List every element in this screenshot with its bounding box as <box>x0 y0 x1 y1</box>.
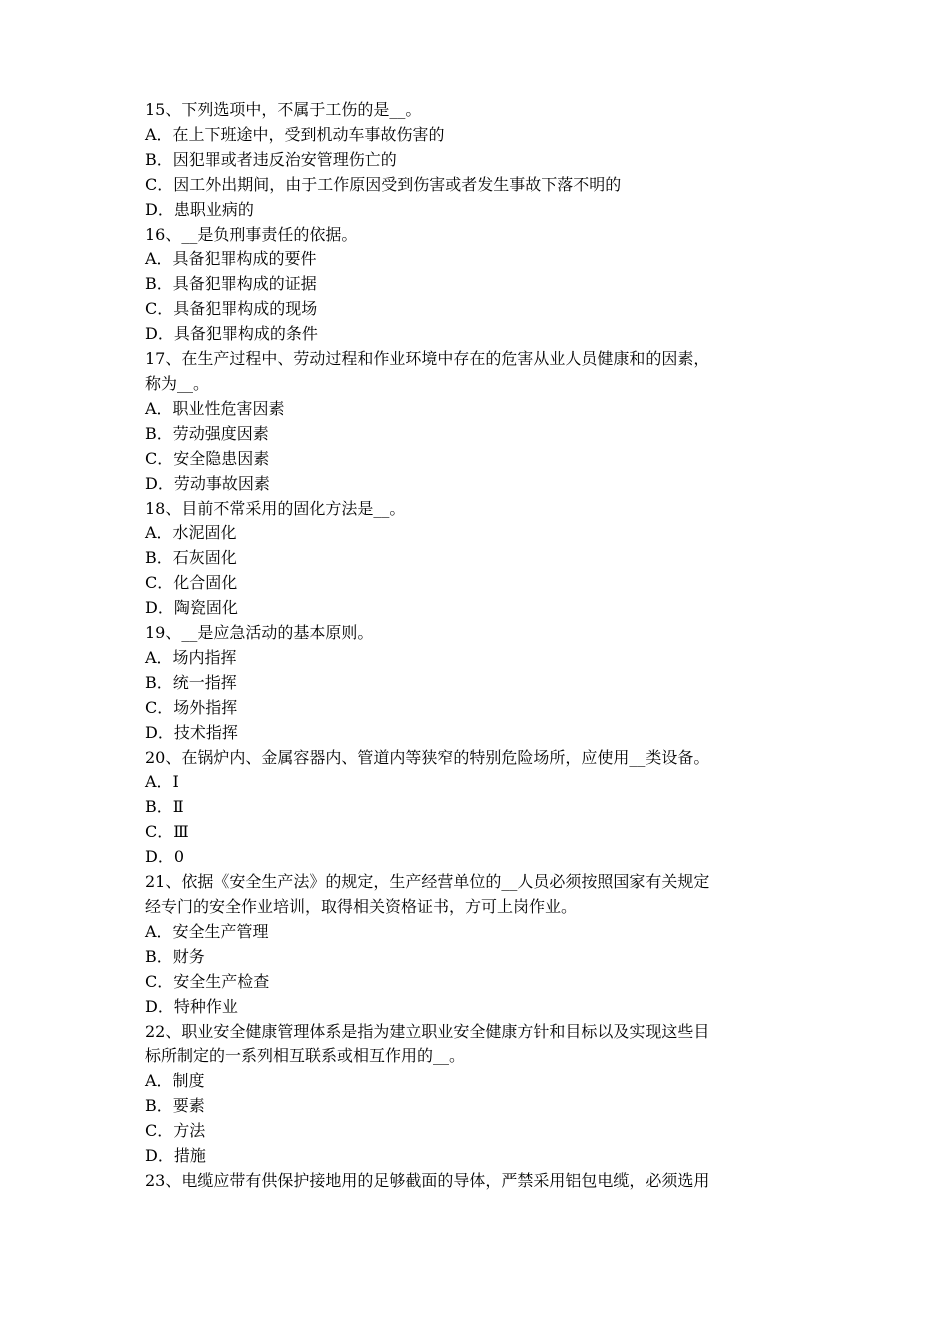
question-21-option-b: B．财务 <box>145 946 205 966</box>
question-15-option-d: D．患职业病的 <box>145 199 254 219</box>
question-16-option-b: B．具备犯罪构成的证据 <box>145 274 317 294</box>
question-20-stem: 20、在锅炉内、金属容器内、管道内等狭窄的特别危险场所，应使用__类设备。 <box>145 747 710 767</box>
question-22-stem-continued: 标所制定的一系列相互联系或相互作用的__。 <box>145 1046 466 1066</box>
question-20-option-c: C．Ⅲ <box>145 822 189 842</box>
question-19-option-c: C．场外指挥 <box>145 697 238 717</box>
question-22-option-d: D．措施 <box>145 1146 206 1166</box>
question-17-option-c: C．安全隐患因素 <box>145 448 270 468</box>
question-23-stem: 23、电缆应带有供保护接地用的足够截面的导体，严禁采用铝包电缆，必须选用 <box>145 1170 710 1190</box>
question-17-stem-continued: 称为__。 <box>145 373 210 393</box>
question-21-option-c: C．安全生产检查 <box>145 971 270 991</box>
question-18-option-a: A．水泥固化 <box>145 523 237 543</box>
question-15-option-a: A．在上下班途中，受到机动车事故伤害的 <box>145 124 445 144</box>
question-16-option-d: D．具备犯罪构成的条件 <box>145 324 318 344</box>
question-20-option-a: A．Ⅰ <box>145 772 179 792</box>
question-18-option-b: B．石灰固化 <box>145 548 237 568</box>
question-22-option-a: A．制度 <box>145 1071 205 1091</box>
question-15-option-b: B．因犯罪或者违反治安管理伤亡的 <box>145 149 397 169</box>
question-16-stem: 16、__是负刑事责任的依据。 <box>145 224 358 244</box>
question-19-option-a: A．场内指挥 <box>145 647 237 667</box>
question-21-option-a: A．安全生产管理 <box>145 921 269 941</box>
question-22-option-c: C．方法 <box>145 1121 206 1141</box>
question-19-stem: 19、__是应急活动的基本原则。 <box>145 623 374 643</box>
question-18-option-c: C．化合固化 <box>145 573 238 593</box>
question-16-option-c: C．具备犯罪构成的现场 <box>145 299 318 319</box>
question-17-stem: 17、在生产过程中、劳动过程和作业环境中存在的危害从业人员健康和的因素， <box>145 349 710 369</box>
question-19-option-b: B．统一指挥 <box>145 672 237 692</box>
question-15-option-c: C．因工外出期间，由于工作原因受到伤害或者发生事故下落不明的 <box>145 174 622 194</box>
question-17-option-b: B．劳动强度因素 <box>145 423 269 443</box>
question-15-stem: 15、下列选项中，不属于工伤的是__。 <box>145 100 422 119</box>
question-21-stem: 21、依据《安全生产法》的规定，生产经营单位的__人员必须按照国家有关规定 <box>145 872 710 892</box>
question-21-stem-continued: 经专门的安全作业培训，取得相关资格证书，方可上岗作业。 <box>145 897 578 916</box>
question-17-option-d: D．劳动事故因素 <box>145 473 270 493</box>
question-18-stem: 18、目前不常采用的固化方法是__。 <box>145 498 406 518</box>
question-22-stem: 22、职业安全健康管理体系是指为建立职业安全健康方针和目标以及实现这些目 <box>145 1021 710 1041</box>
question-18-option-d: D．陶瓷固化 <box>145 598 238 618</box>
question-17-option-a: A．职业性危害因素 <box>145 398 285 418</box>
question-22-option-b: B．要素 <box>145 1096 205 1116</box>
question-text-block <box>145 98 815 1194</box>
question-19-option-d: D．技术指挥 <box>145 722 238 742</box>
question-21-option-d: D．特种作业 <box>145 996 238 1016</box>
question-20-option-b: B．Ⅱ <box>145 797 184 817</box>
question-16-option-a: A．具备犯罪构成的要件 <box>145 249 317 269</box>
question-20-option-d: D．0 <box>145 847 185 867</box>
